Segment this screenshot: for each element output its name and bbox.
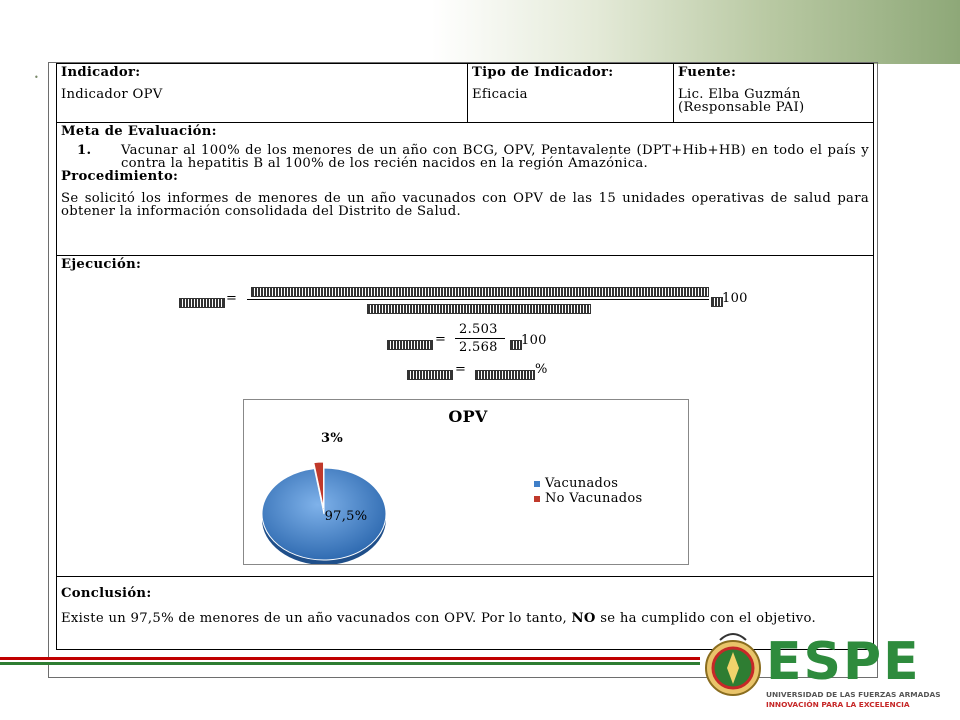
fuente-value-2: (Responsable PAI) (678, 100, 805, 115)
data-label-no-vacunados: 3% (321, 431, 343, 446)
procedimiento-label: Procedimiento: (61, 169, 179, 184)
tipo-cell (468, 64, 674, 123)
procedimiento-text: Se solicitó los informes de menores de un año vacunados con OPV de las 15 unidades operativas de salud para obtener la información consolidada del Distrito de Salud. (61, 191, 869, 219)
meta-label: Meta de Evaluación: (61, 124, 217, 139)
meta-row (57, 123, 874, 256)
logo-subtitle-1: UNIVERSIDAD DE LAS FUERZAS ARMADAS (766, 690, 941, 699)
formula-lhs-placeholder (179, 298, 225, 308)
indicador-cell (57, 64, 468, 123)
legend-item-vacunados (534, 476, 642, 491)
university-crest-icon (702, 628, 764, 708)
goal-text: Vacunar al 100% de los menores de un año con BCG, OPV, Pentavalente (DPT+Hib+HB) en todo el país y contra la hepatitis B al 100% de los recién nacidos en la región Amazónica. (121, 143, 869, 171)
footer-stripe (0, 657, 700, 665)
pie-chart-box (243, 399, 689, 565)
result-placeholder (475, 370, 535, 380)
ejecucion-label: Ejecución: (61, 257, 142, 272)
conclusion-text-2: se ha cumplido con el objetivo. (595, 611, 817, 626)
formula-numerator-placeholder (251, 287, 709, 297)
tipo-value: Eficacia (472, 87, 528, 102)
fuente-value-1: Lic. Elba Guzmán (678, 87, 801, 102)
meta-cell (57, 123, 874, 256)
equals-sign-1: = (226, 291, 238, 306)
equals-sign-3: = (455, 362, 467, 377)
ejecucion-row (57, 256, 874, 577)
top-gradient-band (0, 0, 960, 64)
goal-item (77, 144, 869, 170)
numerator-value: 2.503 (459, 322, 498, 337)
equals-sign-2: = (435, 332, 447, 347)
espe-logo (700, 628, 950, 710)
chart-legend (534, 476, 642, 506)
decorative-dot: • (34, 73, 39, 82)
formula-lhs-placeholder-2 (387, 340, 433, 350)
chart-title: OPV (448, 407, 488, 426)
legend-swatch-no-vacunados (534, 496, 540, 502)
legend-item-no-vacunados (534, 491, 642, 506)
conclusion-text-1: Existe un 97,5% de menores de un año vacunados con OPV. Por lo tanto, (61, 611, 572, 626)
formula-lhs-placeholder-3 (407, 370, 453, 380)
fuente-label: Fuente: (678, 65, 737, 80)
logo-title: ESPE (766, 632, 921, 692)
formula-block (61, 277, 869, 381)
fraction-line-1 (247, 299, 709, 300)
legend-label-vacunados: Vacunados (545, 476, 619, 491)
tipo-label: Tipo de Indicador: (472, 65, 614, 80)
percent-sign: % (535, 362, 548, 377)
indicator-table (56, 63, 874, 650)
data-label-vacunados: 97,5% (324, 509, 368, 524)
indicador-label: Indicador: (61, 65, 141, 80)
ejecucion-cell (57, 256, 874, 577)
times-100-1: 100 (722, 291, 748, 306)
goal-number: 1. (77, 143, 92, 158)
conclusion-no: NO (571, 611, 596, 626)
times-100-2: 100 (521, 333, 547, 348)
fuente-cell (674, 64, 874, 123)
formula-denominator-placeholder (367, 304, 591, 314)
header-row (57, 64, 874, 123)
indicador-value: Indicador OPV (61, 87, 163, 102)
denominator-value: 2.568 (459, 340, 498, 355)
conclusion-text (61, 612, 869, 625)
logo-subtitle-2: INNOVACIÓN PARA LA EXCELENCIA (766, 700, 910, 709)
legend-label-no-vacunados: No Vacunados (545, 491, 643, 506)
legend-swatch-vacunados (534, 481, 540, 487)
fraction-line-2 (455, 338, 505, 339)
conclusion-label: Conclusión: (61, 586, 152, 601)
